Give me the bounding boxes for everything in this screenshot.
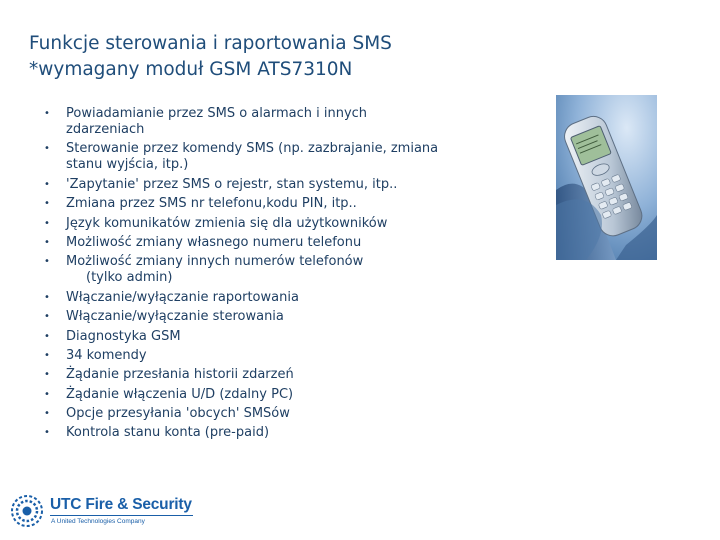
- feature-list-item: [42, 177, 442, 193]
- feature-list-item: [42, 406, 442, 422]
- feature-subtext: (tylko admin): [86, 270, 173, 286]
- feature-text: Powiadamianie przez SMS o alarmach i innych zdarzeniach: [66, 106, 368, 137]
- feature-text: Włączanie/wyłączanie raportowania: [66, 289, 299, 305]
- bullet-dot: •: [44, 217, 50, 229]
- bullet-dot: •: [44, 311, 50, 323]
- feature-list-item: [42, 106, 442, 138]
- feature-text: Żądanie przesłania historii zdarzeń: [66, 367, 294, 383]
- feature-text: Sterowanie przez komendy SMS (np. zazbrajanie, zmiana stanu wyjścia, itp.): [66, 141, 439, 173]
- company-tagline: A United Technologies Company: [51, 518, 145, 525]
- feature-list-item: [42, 367, 442, 383]
- bullet-dot: •: [44, 369, 50, 381]
- feature-text: Włączanie/wyłączanie sterowania: [66, 309, 284, 325]
- feature-text: Diagnostyka GSM: [66, 328, 181, 344]
- feature-list: [42, 106, 442, 445]
- phone-in-hand-photo: [556, 95, 657, 260]
- company-name: UTC Fire & Security: [50, 496, 192, 513]
- feature-text: 34 komendy: [66, 347, 147, 363]
- feature-text: Kontrola stanu konta (pre-paid): [66, 425, 270, 441]
- feature-list-item: [42, 309, 442, 325]
- feature-text: Żądanie włączenia U/D (zdalny PC): [66, 386, 294, 402]
- slide-title: [29, 31, 499, 83]
- feature-list-item: [42, 425, 442, 441]
- feature-text: Język komunikatów zmienia się dla użytkowników: [66, 215, 388, 231]
- slide-title-line-2: *wymagany moduł GSM ATS7310N: [29, 59, 353, 80]
- feature-text: Możliwość zmiany innych numerów telefonów: [66, 254, 364, 270]
- feature-list-item: [42, 216, 442, 232]
- bullet-dot: •: [44, 236, 50, 248]
- feature-list-item: [42, 348, 442, 364]
- bullet-dot: •: [44, 408, 50, 420]
- slide-title-line-1: Funkcje sterowania i raportowania SMS: [29, 33, 392, 54]
- bullet-dot: •: [44, 330, 50, 342]
- feature-text: 'Zapytanie' przez SMS o rejestr, stan systemu, itp..: [66, 176, 398, 192]
- feature-text: Opcje przesyłania 'obcych' SMSów: [66, 406, 290, 422]
- bullet-dot: •: [44, 256, 50, 268]
- bullet-dot: •: [44, 349, 50, 361]
- feature-list-item: [42, 254, 442, 286]
- logo-divider: [50, 515, 193, 516]
- feature-text: Zmiana przez SMS nr telefonu,kodu PIN, itp..: [66, 196, 357, 212]
- bullet-dot: •: [44, 143, 50, 155]
- bullet-dot: •: [44, 108, 50, 119]
- bullet-dot: •: [44, 388, 50, 400]
- feature-list-item: [42, 196, 442, 212]
- feature-list-item: [42, 235, 442, 251]
- feature-list-item: [42, 387, 442, 403]
- bullet-dot: •: [44, 427, 50, 439]
- bullet-dot: •: [44, 178, 50, 190]
- feature-list-item: [42, 290, 442, 306]
- feature-text: Możliwość zmiany własnego numeru telefonu: [66, 234, 362, 250]
- feature-list-item: [42, 141, 442, 173]
- feature-list-item: [42, 329, 442, 345]
- bullet-dot: •: [44, 291, 50, 303]
- bullet-dot: •: [44, 198, 50, 210]
